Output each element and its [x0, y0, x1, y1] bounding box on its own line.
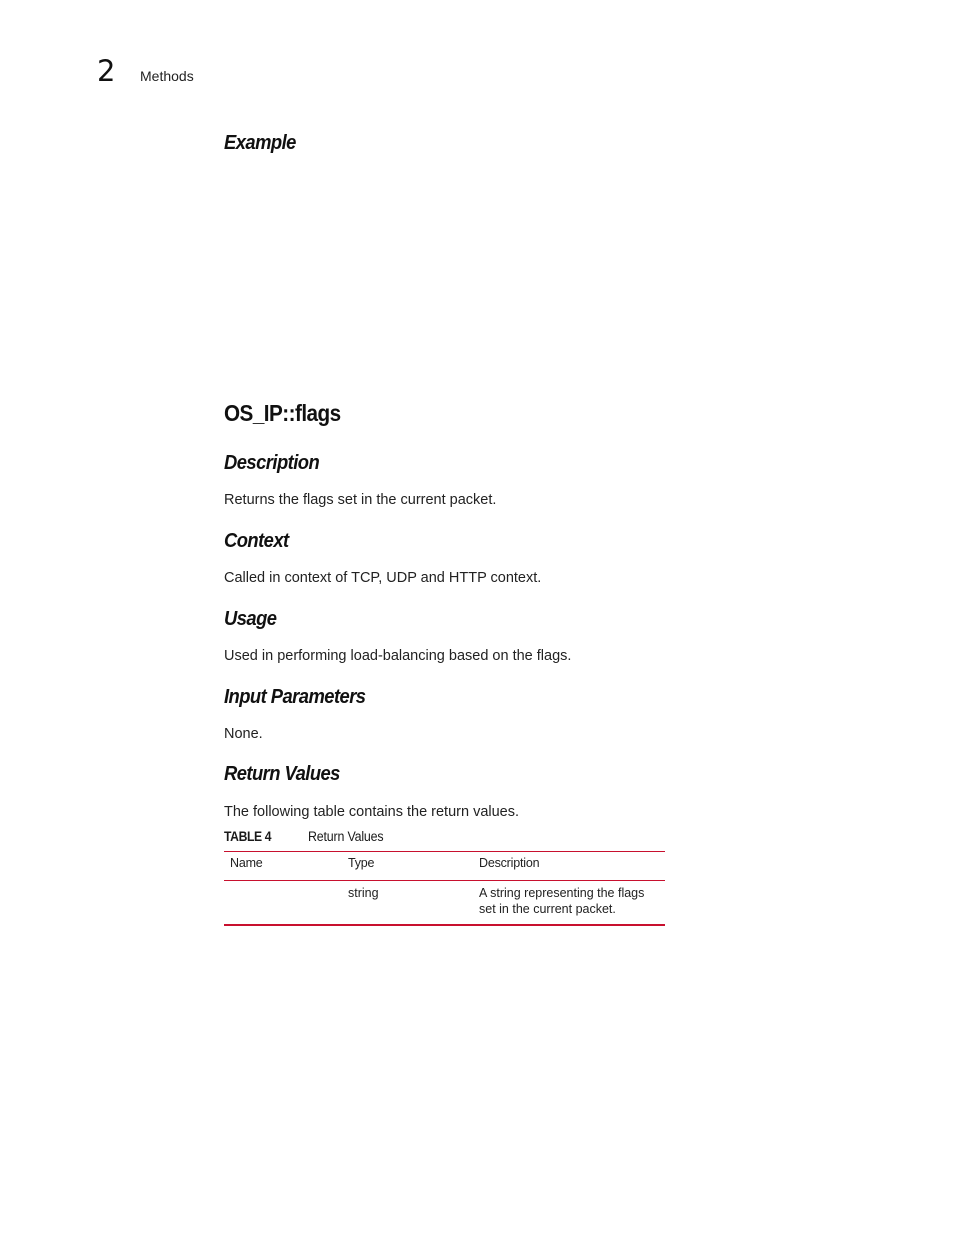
usage-text: Used in performing load-balancing based on the flags.	[224, 648, 572, 664]
table-number: TABLE 4	[224, 829, 272, 844]
cell-description	[473, 881, 665, 926]
chapter-number: 2	[97, 54, 116, 88]
header-name: Name	[224, 852, 342, 881]
input-parameters-text: None.	[224, 726, 263, 742]
method-title: OS_IP::flags	[224, 400, 341, 426]
table-header-row	[224, 852, 665, 881]
input-parameters-heading: Input Parameters	[224, 686, 366, 708]
table-caption	[224, 829, 390, 844]
table-row	[224, 881, 665, 926]
cell-type: string	[342, 881, 473, 926]
running-header	[97, 54, 194, 88]
context-text: Called in context of TCP, UDP and HTTP context.	[224, 570, 542, 586]
table-title: Return Values	[308, 829, 384, 844]
context-heading: Context	[224, 530, 289, 552]
example-heading: Example	[224, 132, 296, 154]
description-text: Returns the flags set in the current packet.	[224, 492, 497, 508]
return-values-heading: Return Values	[224, 763, 340, 785]
cell-name	[224, 881, 342, 926]
header-type: Type	[342, 852, 473, 881]
return-values-table	[224, 851, 665, 926]
chapter-title: Methods	[140, 68, 194, 84]
cell-description-line1: A string representing the flags	[479, 886, 645, 900]
description-heading: Description	[224, 452, 320, 474]
header-description: Description	[473, 852, 665, 881]
cell-description-line2: set in the current packet.	[479, 902, 616, 916]
return-values-text: The following table contains the return values.	[224, 804, 520, 820]
usage-heading: Usage	[224, 608, 277, 630]
